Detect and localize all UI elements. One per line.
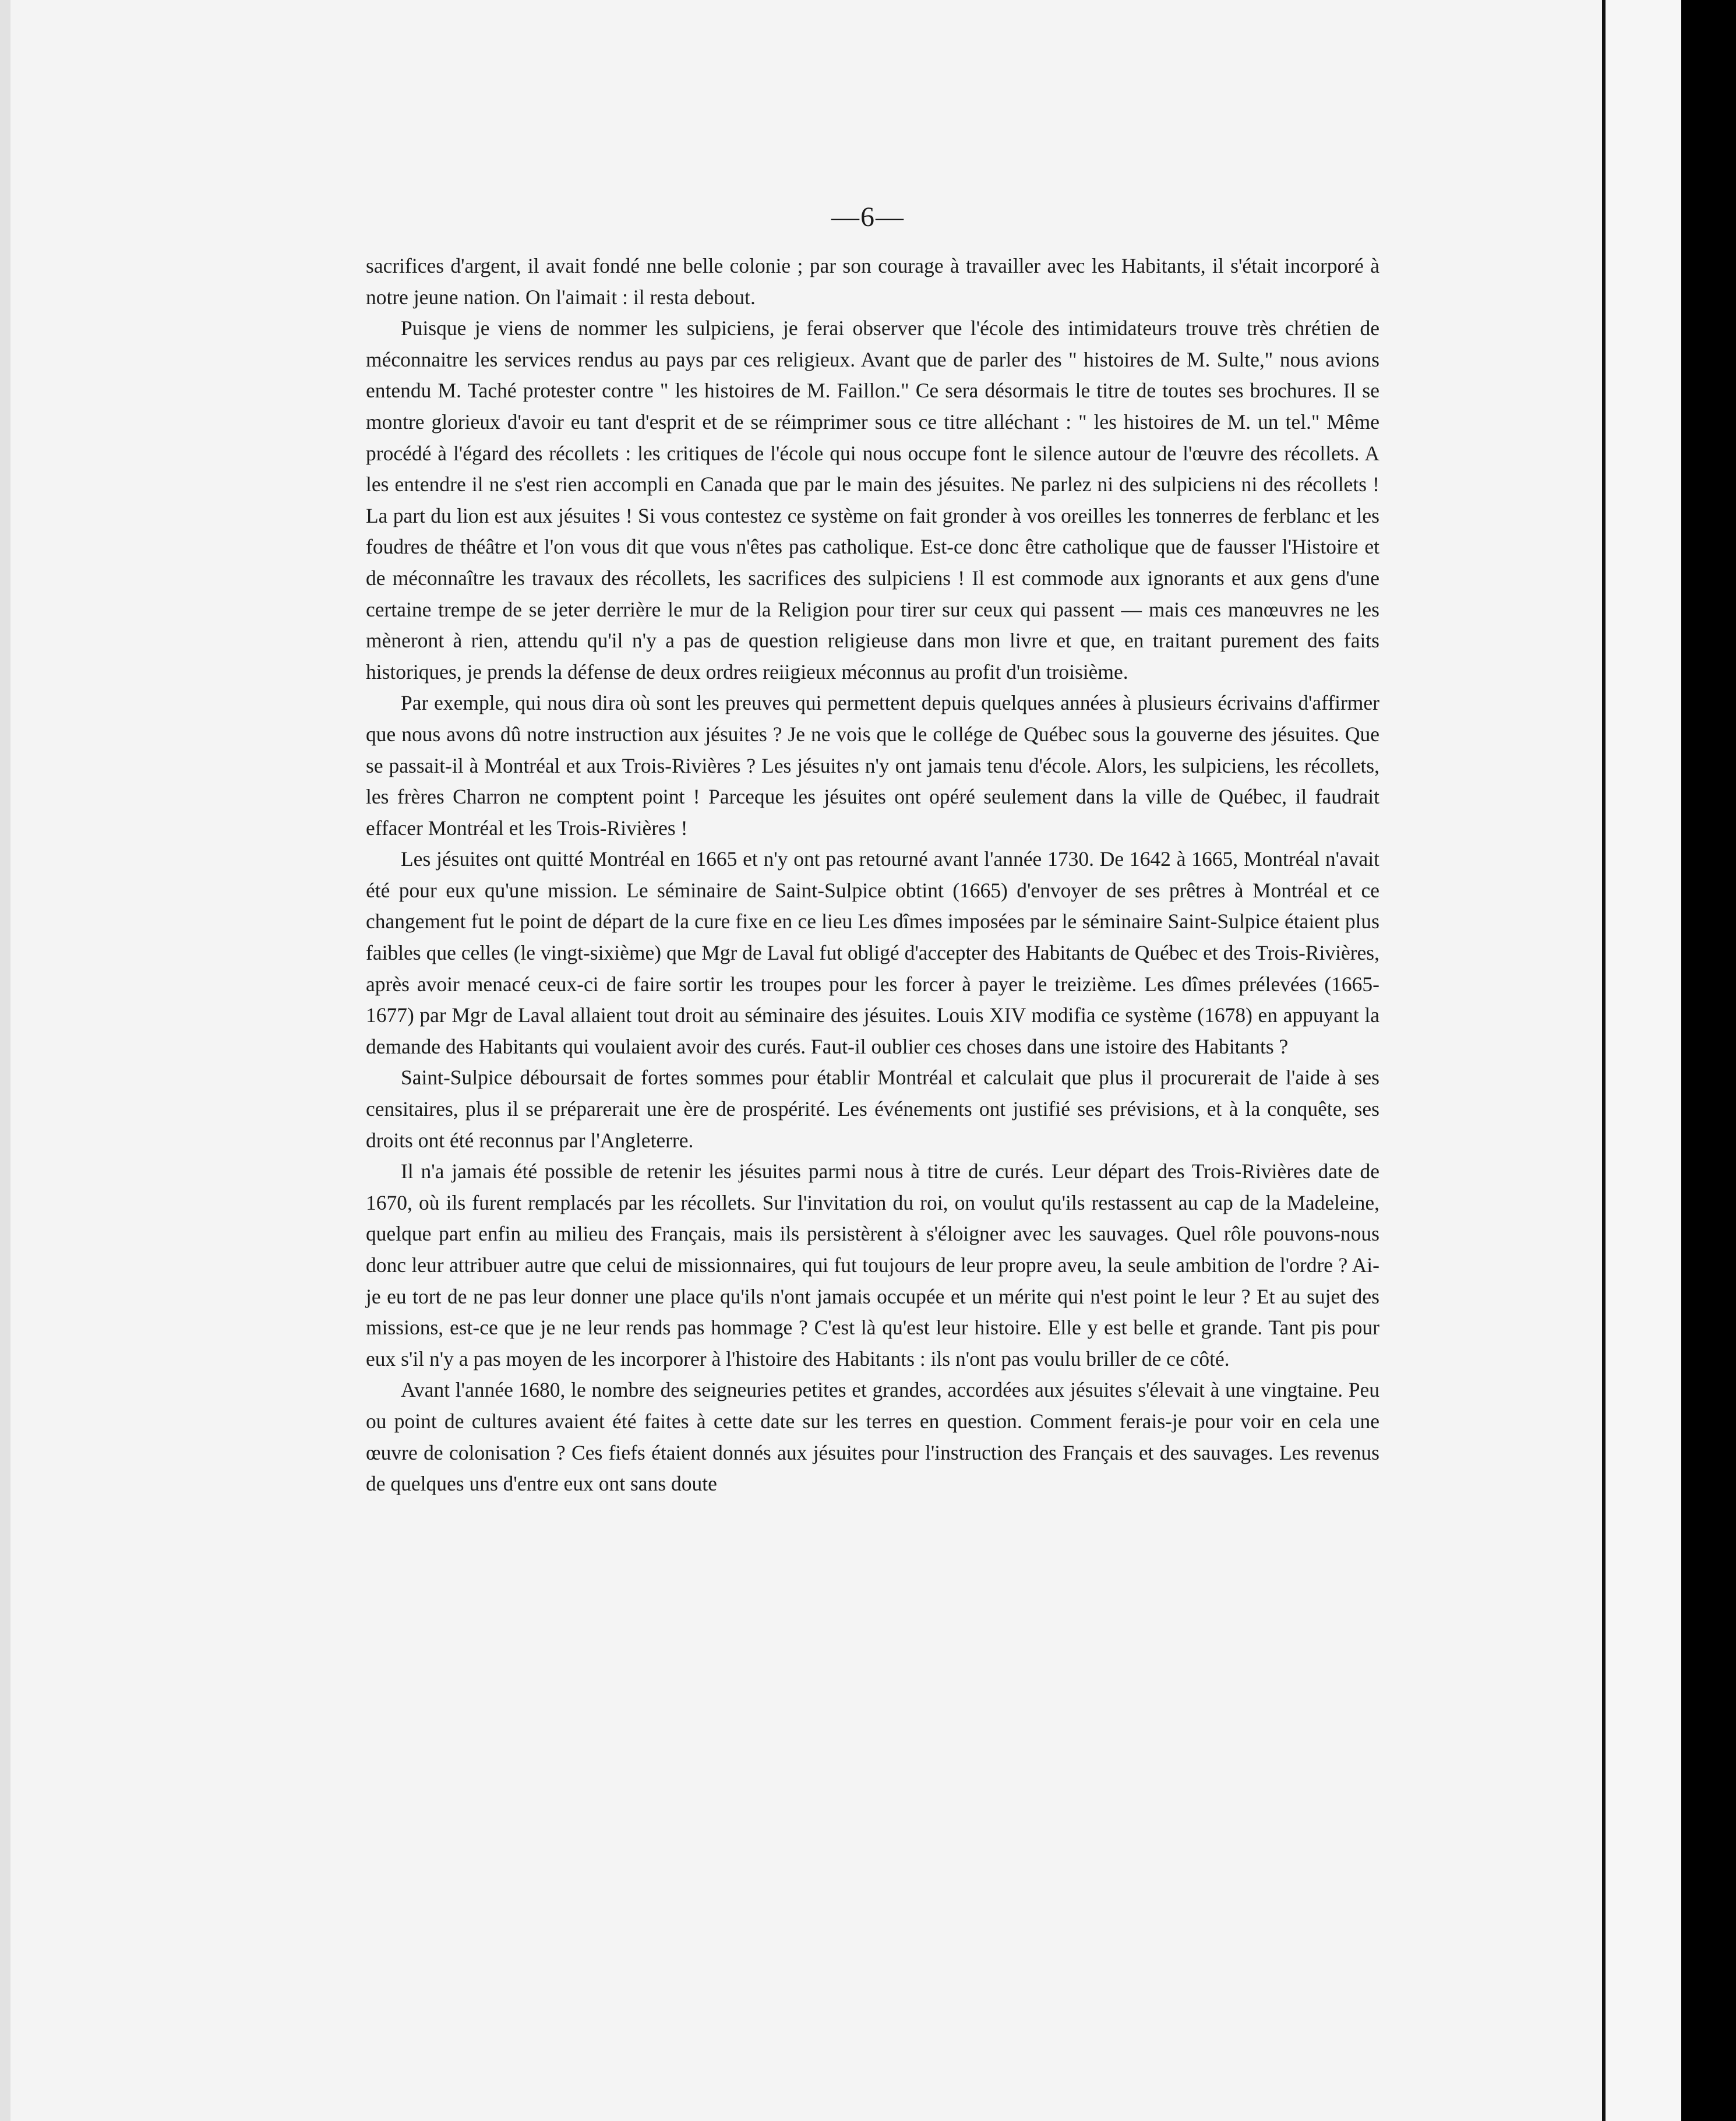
paragraph: Puisque je viens de nommer les sulpiciens, je ferai observer que l'école des intimidateurs trouve très chrétien de méconnaitre les services rendus au pays par ces religieux. Avant que de parler des " histoires de M. Sulte," nous avions entendu M. Taché protester contre " les histoires de M. Faillon." Ce sera désormais le titre de toutes ses brochures. Il se montre glorieux d'avoir eu tant d'esprit et de se réimprimer sous ce titre alléchant : " les histoires de M. un tel." Même procédé à l'égard des récollets : les critiques de l'école qui nous occupe font le silence autour de l'œuvre des récollets. A les entendre il ne s'est rien accompli en Canada que par le main des jésuites. Ne parlez ni des sulpiciens ni des récollets ! La part du lion est aux jésuites ! Si vous contestez ce système on fait gronder à vos oreilles les tonnerres de ferblanc et les foudres de théâtre et l'on vous dit que vous n'êtes pas catholique. Est-ce donc être catholique que de fausser l'Histoire et de méconnaître les travaux des récollets, les sacrifices des sulpiciens ! Il est commode aux ignorants et aux gens d'une certaine trempe de se jeter derrière le mur de la Religion pour tirer sur ceux qui passent — mais ces manœuvres ne les mèneront à rien, attendu qu'il n'y a pas de question religieuse dans mon livre et que, en traitant purement des faits historiques, je prends la défense de deux ordres reiigieux méconnus au profit d'un troisième.: [366, 316, 1379, 683]
adjacent-page-edge: [1602, 0, 1681, 2121]
paragraph: Les jésuites ont quitté Montréal en 1665 et n'y ont pas retourné avant l'année 1730. De 1642 à 1665, Montréal n'avait été pour eux qu'une mission. Le séminaire de Saint-Sulpice obtint (1665) d'envoyer de ses prêtres à Montréal et ce changement fut le point de départ de la cure fixe en ce lieu Les dîmes imposées par le séminaire Saint-Sulpice étaient plus faibles que celles (le vingt-sixième) que Mgr de Laval fut obligé d'accepter des Habitants de Québec et des Trois-Rivières, après avoir menacé ceux-ci de faire sortir les troupes pour les forcer à payer le treizième. Les dîmes prélevées (1665-1677) par Mgr de Laval allaient tout droit au séminaire des jésuites. Louis XIV modifia ce système (1678) en appuyant la demande des Habitants qui voulaient avoir des curés. Faut-il oublier ces choses dans une istoire des Habitants ?: [366, 847, 1379, 1058]
page-left-edge: [0, 0, 10, 2121]
paragraph: Il n'a jamais été possible de retenir les jésuites parmi nous à titre de curés. Leur départ des Trois-Rivières date de 1670, où ils furent remplacés par les récollets. Sur l'invitation du roi, on voulut qu'ils restassent au cap de la Madeleine, quelque part enfin au milieu des Français, mais ils persistèrent à s'éloigner avec les sauvages. Quel rôle pouvons-nous donc leur attribuer autre que celui de missionnaires, qui fut toujours de leur propre aveu, la seule ambition de l'ordre ? Ai-je eu tort de ne pas leur donner une place qu'ils n'ont jamais occupée et un mérite qui n'est point le leur ? Et au sujet des missions, est-ce que je ne leur rends pas hommage ? C'est là qu'est leur histoire. Elle y est belle et grande. Tant pis pour eux s'il n'y a pas moyen de les incorporer à l'histoire des Habitants : ils n'ont pas voulu briller de ce côté.: [366, 1160, 1379, 1370]
page-number: —6—: [831, 202, 905, 232]
paragraph: Avant l'année 1680, le nombre des seigneuries petites et grandes, accordées aux jésuites s'élevait à une vingtaine. Peu ou point de cultures avaient été faites à cette date sur les terres en question. Comment ferais-je pour voir en cela une œuvre de colonisation ? Ces fiefs étaient donnés aux jésuites pour l'instruction des Français et des sauvages. Les revenus de quelques uns d'entre eux ont sans doute: [366, 1378, 1379, 1496]
paragraph: Par exemple, qui nous dira où sont les preuves qui permettent depuis quelques années à plusieurs écrivains d'affirmer que nous avons dû notre instruction aux jésuites ? Je ne vois que le collége de Québec sous la gouverne des jésuites. Que se passait-il à Montréal et aux Trois-Rivières ? Les jésuites n'y ont jamais tenu d'école. Alors, les sulpiciens, les récollets, les frères Charron ne comptent point ! Parceque les jésuites ont opéré seulement dans la ville de Québec, il faudrait effacer Montréal et les Trois-Rivières !: [366, 691, 1379, 840]
body-text: [366, 251, 1379, 1500]
paragraph: Saint-Sulpice déboursait de fortes sommes pour établir Montréal et calculait que plus il procurerait de l'aide à ses censitaires, plus il se préparerait une ère de prospérité. Les événements ont justifié ses prévisions, et à la conquête, ses droits ont été reconnus par l'Angleterre.: [366, 1066, 1379, 1152]
paragraph: sacrifices d'argent, il avait fondé nne belle colonie ; par son courage à travailler avec les Habitants, il s'était incorporé à notre jeune nation. On l'aimait : il resta debout.: [366, 254, 1379, 309]
